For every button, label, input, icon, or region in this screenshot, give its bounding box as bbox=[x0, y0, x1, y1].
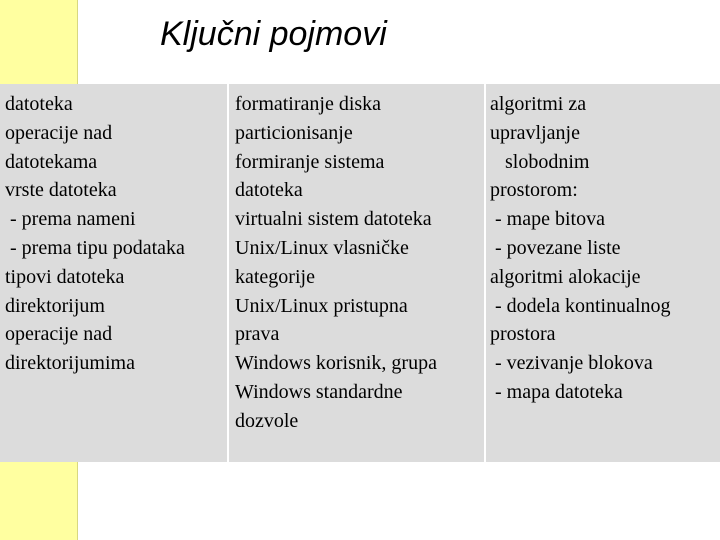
concepts-table bbox=[0, 84, 720, 462]
table-cell-line: operacije nad bbox=[5, 323, 113, 346]
table-cell-line: Unix/Linux vlasničke bbox=[235, 236, 409, 259]
table-cell-line: formiranje sistema bbox=[235, 150, 385, 173]
table-cell-line: dozvole bbox=[235, 409, 299, 432]
table-cell-line: upravljanje bbox=[490, 121, 580, 144]
table-cell-line: formatiranje diska bbox=[235, 93, 382, 115]
table-cell-line: datoteka bbox=[235, 179, 303, 202]
table-cell-line: direktorijumima bbox=[5, 352, 135, 375]
table-cell-line: prostora bbox=[490, 323, 556, 346]
table-cell-line: particionisanje bbox=[235, 121, 353, 144]
table-cell-line: - mape bitova bbox=[490, 208, 605, 231]
table-cell-line: tipovi datoteka bbox=[5, 265, 125, 288]
table-cell-line: - povezane liste bbox=[490, 236, 621, 259]
column-algorithms bbox=[486, 84, 720, 462]
table-cell-line: - mapa datoteka bbox=[490, 380, 623, 403]
table-cell-line: - vezivanje blokova bbox=[490, 352, 653, 375]
decorative-bar-top bbox=[0, 0, 78, 86]
table-cell-line: - prema nameni bbox=[5, 208, 136, 231]
table-cell-line: direktorijum bbox=[5, 294, 105, 317]
table-cell-line: datoteka bbox=[5, 93, 73, 115]
decorative-bar-bottom bbox=[0, 462, 78, 540]
table-cell-line: algoritmi alokacije bbox=[490, 265, 641, 288]
table-cell-line: kategorije bbox=[235, 265, 315, 288]
table-cell-line: slobodnim bbox=[490, 150, 590, 173]
column-disk bbox=[229, 84, 484, 462]
slide-title: Ključni pojmovi bbox=[160, 15, 387, 53]
column-files bbox=[0, 84, 227, 462]
table-cell-line: virtualni sistem datoteka bbox=[235, 208, 432, 231]
table-cell-line: datotekama bbox=[5, 150, 98, 173]
table-cell-line: prostorom: bbox=[490, 179, 578, 202]
table-cell-line: Windows standardne bbox=[235, 380, 403, 403]
table-cell-line: - dodela kontinualnog bbox=[490, 294, 671, 317]
table-cell-line: vrste datoteka bbox=[5, 179, 117, 202]
table-cell-line: prava bbox=[235, 323, 280, 346]
table-cell-line: algoritmi za bbox=[490, 93, 587, 115]
table-cell-line: Windows korisnik, grupa bbox=[235, 352, 437, 375]
table-cell-line: Unix/Linux pristupna bbox=[235, 294, 408, 317]
table-cell-line: - prema tipu podataka bbox=[5, 236, 185, 259]
table-cell-line: operacije nad bbox=[5, 121, 113, 144]
